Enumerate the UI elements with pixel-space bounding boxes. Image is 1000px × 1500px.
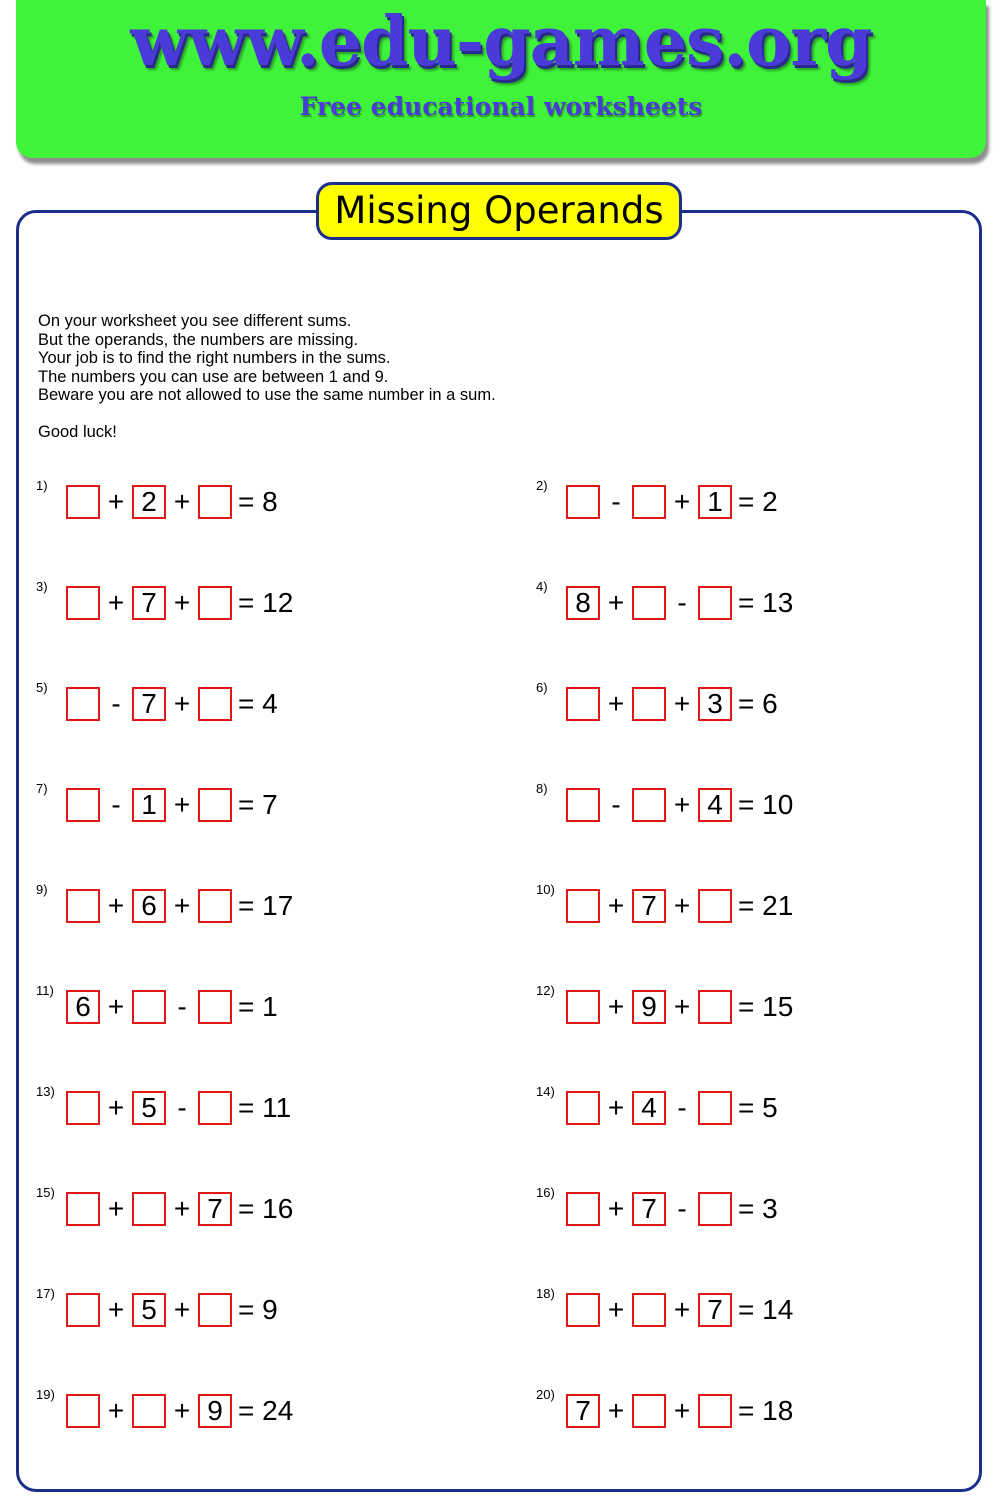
problem-number: 7) bbox=[36, 781, 48, 796]
operand-box[interactable] bbox=[698, 586, 732, 620]
operator-sign: + bbox=[107, 1294, 125, 1325]
operator-sign: + bbox=[673, 991, 691, 1022]
operator-sign: - bbox=[177, 1092, 187, 1123]
operand-box[interactable]: 7 bbox=[698, 1293, 732, 1327]
operator-sign: + bbox=[107, 1092, 125, 1123]
problem-number: 19) bbox=[36, 1387, 55, 1402]
operand-box[interactable] bbox=[66, 1394, 100, 1428]
operand-box[interactable]: 7 bbox=[198, 1192, 232, 1226]
operator-sign: + bbox=[107, 486, 125, 517]
problem-row bbox=[536, 882, 794, 926]
operand-box[interactable] bbox=[566, 485, 600, 519]
problem-row bbox=[36, 579, 294, 623]
operator-sign: + bbox=[673, 1395, 691, 1426]
operator-sign: - bbox=[111, 688, 121, 719]
operand-box[interactable] bbox=[632, 687, 666, 721]
operand-box[interactable] bbox=[632, 485, 666, 519]
operand-box[interactable] bbox=[198, 788, 232, 822]
operator-sign: + bbox=[173, 789, 191, 820]
sum-result: = 6 bbox=[738, 688, 778, 719]
problem-number: 4) bbox=[536, 579, 548, 594]
operand-box[interactable]: 9 bbox=[632, 990, 666, 1024]
sum-result: = 15 bbox=[738, 991, 794, 1022]
operator-sign: + bbox=[607, 1193, 625, 1224]
operator-sign: + bbox=[607, 991, 625, 1022]
operator-sign: + bbox=[607, 1294, 625, 1325]
operand-box[interactable] bbox=[632, 1394, 666, 1428]
problem-row bbox=[536, 680, 778, 724]
operand-box[interactable]: 3 bbox=[698, 687, 732, 721]
operand-box[interactable] bbox=[566, 889, 600, 923]
operand-box[interactable]: 8 bbox=[566, 586, 600, 620]
sum-result: = 3 bbox=[738, 1193, 778, 1224]
operand-box[interactable]: 6 bbox=[132, 889, 166, 923]
problem-number: 17) bbox=[36, 1286, 55, 1301]
sum-result: = 2 bbox=[738, 486, 778, 517]
problem-number: 1) bbox=[36, 478, 48, 493]
operand-box[interactable] bbox=[66, 1192, 100, 1226]
problem-number: 12) bbox=[536, 983, 555, 998]
problem-row bbox=[536, 781, 794, 825]
operator-sign: + bbox=[107, 890, 125, 921]
operator-sign: + bbox=[673, 1294, 691, 1325]
operand-box[interactable]: 5 bbox=[132, 1293, 166, 1327]
sum-result: = 7 bbox=[238, 789, 278, 820]
problem-row bbox=[536, 579, 794, 623]
operand-box[interactable] bbox=[198, 1091, 232, 1125]
problem-number: 6) bbox=[536, 680, 548, 695]
operand-box[interactable] bbox=[198, 889, 232, 923]
operand-box[interactable] bbox=[566, 788, 600, 822]
operator-sign: + bbox=[673, 486, 691, 517]
operator-sign: + bbox=[607, 587, 625, 618]
problem-number: 16) bbox=[536, 1185, 555, 1200]
problem-number: 18) bbox=[536, 1286, 555, 1301]
instruction-line: The numbers you can use are between 1 and 9. bbox=[38, 367, 389, 386]
operand-box[interactable] bbox=[132, 1192, 166, 1226]
sum-result: = 9 bbox=[238, 1294, 278, 1325]
operator-sign: - bbox=[177, 991, 187, 1022]
operator-sign: + bbox=[107, 1395, 125, 1426]
operator-sign: + bbox=[173, 1294, 191, 1325]
problem-row bbox=[536, 1084, 778, 1128]
operator-sign: + bbox=[673, 688, 691, 719]
operand-box[interactable] bbox=[198, 687, 232, 721]
sum-result: = 8 bbox=[238, 486, 278, 517]
operator-sign: - bbox=[677, 1092, 687, 1123]
problem-row bbox=[36, 478, 278, 522]
problem-number: 11) bbox=[36, 983, 54, 998]
problem-number: 9) bbox=[36, 882, 48, 897]
instruction-line: But the operands, the numbers are missing. bbox=[38, 330, 359, 349]
sum-result: = 5 bbox=[738, 1092, 778, 1123]
problem-row bbox=[36, 1286, 278, 1330]
operator-sign: - bbox=[677, 587, 687, 618]
operand-box[interactable]: 7 bbox=[632, 1192, 666, 1226]
sum-result: = 4 bbox=[238, 688, 278, 719]
operand-box[interactable] bbox=[66, 586, 100, 620]
operand-box[interactable] bbox=[632, 788, 666, 822]
operand-box[interactable]: 1 bbox=[698, 485, 732, 519]
operator-sign: + bbox=[607, 1395, 625, 1426]
operator-sign: + bbox=[607, 890, 625, 921]
problem-row bbox=[36, 1084, 292, 1128]
instruction-line: On your worksheet you see different sums. bbox=[38, 312, 352, 330]
sum-result: = 13 bbox=[738, 587, 794, 618]
problem-number: 13) bbox=[36, 1084, 55, 1099]
instruction-line: Your job is to find the right numbers in the sums. bbox=[38, 349, 391, 367]
operator-sign: + bbox=[173, 1395, 191, 1426]
operand-box[interactable] bbox=[66, 788, 100, 822]
operator-sign: + bbox=[173, 486, 191, 517]
operand-box[interactable] bbox=[198, 1293, 232, 1327]
operator-sign: + bbox=[673, 890, 691, 921]
operand-box[interactable] bbox=[198, 990, 232, 1024]
operand-box[interactable] bbox=[566, 990, 600, 1024]
instructions bbox=[38, 312, 738, 405]
operator-sign: + bbox=[107, 587, 125, 618]
operand-box[interactable] bbox=[698, 990, 732, 1024]
problem-row bbox=[536, 983, 794, 1027]
sum-result: = 11 bbox=[238, 1092, 292, 1123]
problem-row bbox=[36, 983, 278, 1027]
operand-box[interactable]: 6 bbox=[66, 990, 100, 1024]
worksheet-title: Missing Operands bbox=[316, 182, 682, 240]
operator-sign: - bbox=[611, 486, 621, 517]
operator-sign: + bbox=[173, 1193, 191, 1224]
operand-box[interactable] bbox=[132, 990, 166, 1024]
problem-row bbox=[536, 1286, 794, 1330]
operand-box[interactable]: 9 bbox=[198, 1394, 232, 1428]
problem-row bbox=[36, 1387, 294, 1431]
operator-sign: - bbox=[611, 789, 621, 820]
problem-number: 3) bbox=[36, 579, 48, 594]
problem-row bbox=[36, 1185, 294, 1229]
problem-number: 5) bbox=[36, 680, 48, 695]
operator-sign: - bbox=[677, 1193, 687, 1224]
sum-result: = 10 bbox=[738, 789, 794, 820]
operand-box[interactable] bbox=[566, 687, 600, 721]
sum-result: = 21 bbox=[738, 890, 794, 921]
operand-box[interactable] bbox=[632, 1293, 666, 1327]
sum-result: = 18 bbox=[738, 1395, 794, 1426]
operand-box[interactable] bbox=[198, 586, 232, 620]
sum-result: = 17 bbox=[238, 890, 294, 921]
operator-sign: + bbox=[107, 1193, 125, 1224]
operand-box[interactable]: 4 bbox=[698, 788, 732, 822]
operand-box[interactable]: 4 bbox=[632, 1091, 666, 1125]
sum-result: = 1 bbox=[238, 991, 278, 1022]
operand-box[interactable]: 5 bbox=[132, 1091, 166, 1125]
operand-box[interactable]: 7 bbox=[132, 586, 166, 620]
problem-number: 20) bbox=[536, 1387, 555, 1402]
sum-result: = 14 bbox=[738, 1294, 794, 1325]
operand-box[interactable] bbox=[698, 889, 732, 923]
operand-box[interactable] bbox=[566, 1293, 600, 1327]
operand-box[interactable] bbox=[566, 1192, 600, 1226]
problem-number: 8) bbox=[536, 781, 548, 796]
site-title[interactable]: www.edu-games.org bbox=[130, 2, 872, 82]
operand-box[interactable] bbox=[198, 485, 232, 519]
operand-box[interactable] bbox=[698, 1091, 732, 1125]
instruction-line: Beware you are not allowed to use the same number in a sum. bbox=[38, 386, 496, 404]
operand-box[interactable]: 7 bbox=[632, 889, 666, 923]
operator-sign: + bbox=[173, 890, 191, 921]
problem-number: 14) bbox=[536, 1084, 555, 1099]
operator-sign: + bbox=[607, 688, 625, 719]
problem-row bbox=[536, 1387, 794, 1431]
sum-result: = 24 bbox=[238, 1395, 294, 1426]
operator-sign: + bbox=[607, 1092, 625, 1123]
operand-box[interactable]: 1 bbox=[132, 788, 166, 822]
problem-row bbox=[536, 478, 778, 522]
operand-box[interactable] bbox=[66, 1293, 100, 1327]
problem-number: 2) bbox=[536, 478, 548, 493]
operand-box[interactable] bbox=[632, 586, 666, 620]
operand-box[interactable] bbox=[66, 889, 100, 923]
problem-row bbox=[36, 680, 278, 724]
problem-row bbox=[536, 1185, 778, 1229]
operator-sign: + bbox=[173, 587, 191, 618]
good-luck-text: Good luck! bbox=[38, 423, 117, 441]
problem-number: 10) bbox=[536, 882, 555, 897]
sum-result: = 16 bbox=[238, 1193, 294, 1224]
operand-box[interactable]: 2 bbox=[132, 485, 166, 519]
operand-box[interactable]: 7 bbox=[566, 1394, 600, 1428]
problem-row bbox=[36, 882, 294, 926]
operator-sign: + bbox=[673, 789, 691, 820]
site-banner bbox=[16, 0, 986, 158]
problem-number: 15) bbox=[36, 1185, 55, 1200]
operator-sign: + bbox=[173, 688, 191, 719]
problem-row bbox=[36, 781, 278, 825]
operand-box[interactable] bbox=[698, 1394, 732, 1428]
site-subtitle: Free educational worksheets bbox=[299, 92, 703, 121]
operator-sign: + bbox=[107, 991, 125, 1022]
operand-box[interactable] bbox=[698, 1192, 732, 1226]
operand-box[interactable] bbox=[66, 687, 100, 721]
operand-box[interactable] bbox=[66, 1091, 100, 1125]
sum-result: = 12 bbox=[238, 587, 294, 618]
operator-sign: - bbox=[111, 789, 121, 820]
operand-box[interactable] bbox=[66, 485, 100, 519]
operand-box[interactable] bbox=[132, 1394, 166, 1428]
operand-box[interactable]: 7 bbox=[132, 687, 166, 721]
operand-box[interactable] bbox=[566, 1091, 600, 1125]
